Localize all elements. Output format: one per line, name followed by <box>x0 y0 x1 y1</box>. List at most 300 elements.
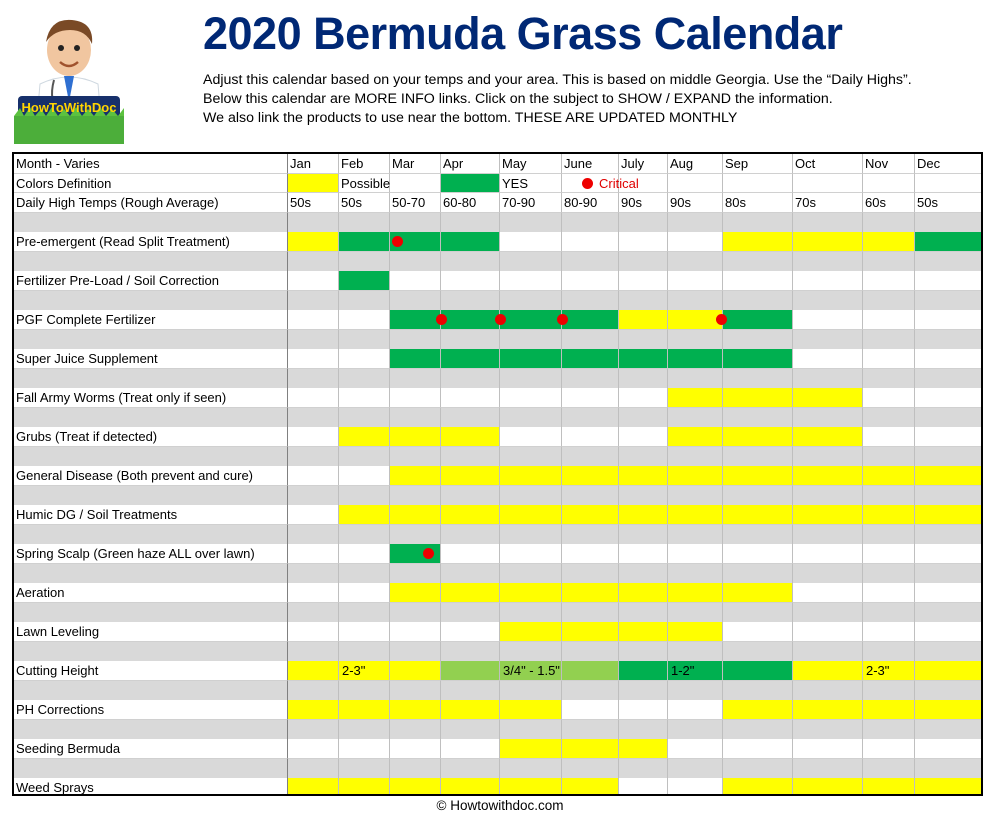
spacer-cell <box>668 603 723 623</box>
task-cell <box>288 427 339 447</box>
task-cell <box>915 310 983 330</box>
intro-line: Adjust this calendar based on your temps and your area. This is based on middle Georgia. Use the “Daily Highs”. <box>203 72 912 88</box>
spacer-cell <box>619 642 668 662</box>
task-cell <box>288 310 339 330</box>
task-cell <box>619 505 668 525</box>
task-label: Fertilizer Pre-Load / Soil Correction <box>14 271 288 291</box>
spacer-cell <box>619 408 668 428</box>
spacer-cell <box>500 213 562 233</box>
spacer-cell <box>288 291 339 311</box>
task-cell <box>619 310 668 330</box>
task-cell <box>339 427 390 447</box>
spacer-cell <box>915 720 983 740</box>
spacer-cell <box>793 564 863 584</box>
temp-cell: 50s <box>915 193 983 213</box>
task-cell <box>915 427 983 447</box>
task-cell <box>863 583 915 603</box>
task-cell <box>441 388 500 408</box>
spacer-cell <box>793 291 863 311</box>
spacer-cell <box>390 564 441 584</box>
task-cell <box>723 505 793 525</box>
legend-critical-label: Critical <box>599 175 639 191</box>
task-cell <box>441 544 500 564</box>
spacer-cell <box>668 759 723 779</box>
task-cell <box>723 232 793 252</box>
spacer-cell <box>562 681 619 701</box>
spacer-cell <box>863 642 915 662</box>
task-cell <box>339 388 390 408</box>
task-label: Cutting Height <box>14 661 288 681</box>
task-row <box>14 466 981 486</box>
task-cell <box>863 427 915 447</box>
spacer-cell <box>793 330 863 350</box>
spacer-label-cell <box>14 408 288 428</box>
task-cell <box>863 739 915 759</box>
task-cell <box>668 232 723 252</box>
cutting-height-value: 1-2" <box>671 663 695 678</box>
temps-row <box>14 193 981 213</box>
month-header-cell: June <box>562 154 619 174</box>
spacer-cell <box>723 603 793 623</box>
spacer-cell <box>562 564 619 584</box>
spacer-cell <box>288 603 339 623</box>
spacer-row <box>14 525 981 545</box>
task-cell <box>441 349 500 369</box>
task-cell <box>668 505 723 525</box>
spacer-cell <box>500 681 562 701</box>
task-cell <box>339 505 390 525</box>
spacer-cell <box>723 720 793 740</box>
task-cell <box>723 544 793 564</box>
task-cell <box>863 388 915 408</box>
spacer-cell <box>390 603 441 623</box>
spacer-cell <box>668 681 723 701</box>
spacer-cell <box>863 291 915 311</box>
spacer-cell <box>619 564 668 584</box>
task-cell <box>339 778 390 796</box>
spacer-label-cell <box>14 759 288 779</box>
spacer-cell <box>339 681 390 701</box>
task-row <box>14 271 981 291</box>
task-label: Seeding Bermuda <box>14 739 288 759</box>
task-cell <box>915 583 983 603</box>
spacer-cell <box>288 642 339 662</box>
legend-cell <box>915 174 983 194</box>
spacer-cell <box>562 447 619 467</box>
task-cell <box>793 310 863 330</box>
cutting-height-value: 2-3" <box>866 663 890 678</box>
spacer-cell <box>863 447 915 467</box>
spacer-cell <box>915 681 983 701</box>
task-cell <box>500 739 562 759</box>
task-cell <box>863 310 915 330</box>
task-cell <box>500 310 562 330</box>
spacer-cell <box>863 564 915 584</box>
temp-cell: 80s <box>723 193 793 213</box>
legend-cell <box>793 174 863 194</box>
task-cell <box>619 544 668 564</box>
spacer-cell <box>500 564 562 584</box>
task-cell <box>441 583 500 603</box>
footer-copyright: © Howtowithdoc.com <box>436 798 564 813</box>
spacer-cell <box>288 525 339 545</box>
task-label: Grubs (Treat if detected) <box>14 427 288 447</box>
spacer-cell <box>500 486 562 506</box>
spacer-label-cell <box>14 252 288 272</box>
month-header-cell: May <box>500 154 562 174</box>
task-cell <box>723 622 793 642</box>
spacer-cell <box>723 252 793 272</box>
spacer-cell <box>441 486 500 506</box>
svg-text:HowToWithDoc: HowToWithDoc <box>21 100 117 115</box>
task-cell <box>619 271 668 291</box>
legend-critical-dot <box>582 178 593 189</box>
spacer-cell <box>793 720 863 740</box>
spacer-cell <box>668 564 723 584</box>
spacer-cell <box>915 330 983 350</box>
spacer-label-cell <box>14 486 288 506</box>
task-row <box>14 505 981 525</box>
spacer-label-cell <box>14 564 288 584</box>
spacer-cell <box>863 486 915 506</box>
task-cell <box>863 778 915 796</box>
task-cell <box>288 505 339 525</box>
spacer-cell <box>915 486 983 506</box>
task-cell <box>339 544 390 564</box>
spacer-cell <box>441 720 500 740</box>
task-cell <box>339 700 390 720</box>
temp-cell: 50-70 <box>390 193 441 213</box>
task-label: Fall Army Worms (Treat only if seen) <box>14 388 288 408</box>
intro-line: Below this calendar are MORE INFO links. Click on the subject to SHOW / EXPAND the information. <box>203 91 833 108</box>
spacer-cell <box>339 525 390 545</box>
spacer-cell <box>390 369 441 389</box>
task-cell <box>668 427 723 447</box>
legend-row <box>14 174 981 194</box>
task-label: Lawn Leveling <box>14 622 288 642</box>
task-cell <box>915 622 983 642</box>
month-header-cell: Nov <box>863 154 915 174</box>
task-cell <box>339 310 390 330</box>
spacer-cell <box>863 720 915 740</box>
spacer-cell <box>441 642 500 662</box>
spacer-cell <box>390 642 441 662</box>
task-row <box>14 622 981 642</box>
spacer-cell <box>668 252 723 272</box>
spacer-cell <box>668 642 723 662</box>
month-header-cell: Mar <box>390 154 441 174</box>
spacer-cell <box>339 408 390 428</box>
spacer-cell <box>339 330 390 350</box>
task-cell <box>390 466 441 486</box>
spacer-cell <box>668 213 723 233</box>
task-cell <box>668 466 723 486</box>
spacer-cell <box>619 447 668 467</box>
legend-yes-label: YES <box>500 174 562 194</box>
spacer-cell <box>863 252 915 272</box>
row-label: Colors Definition <box>14 174 288 194</box>
calendar-grid <box>12 152 983 796</box>
task-cell <box>668 622 723 642</box>
task-cell <box>500 388 562 408</box>
spacer-cell <box>339 486 390 506</box>
spacer-cell <box>668 330 723 350</box>
legend-cell <box>441 174 500 194</box>
spacer-cell <box>390 486 441 506</box>
task-cell <box>562 700 619 720</box>
spacer-cell <box>723 525 793 545</box>
task-cell <box>915 232 983 252</box>
task-cell <box>288 583 339 603</box>
task-cell <box>619 349 668 369</box>
spacer-cell <box>668 525 723 545</box>
task-cell <box>500 505 562 525</box>
spacer-row <box>14 720 981 740</box>
spacer-cell <box>500 759 562 779</box>
task-cell <box>390 427 441 447</box>
task-cell <box>441 271 500 291</box>
spacer-cell <box>619 720 668 740</box>
spacer-cell <box>339 369 390 389</box>
row-label: Daily High Temps (Rough Average) <box>14 193 288 213</box>
task-cell <box>668 739 723 759</box>
task-cell <box>723 778 793 796</box>
spacer-cell <box>619 213 668 233</box>
task-cell <box>390 388 441 408</box>
spacer-cell <box>390 447 441 467</box>
spacer-cell <box>441 564 500 584</box>
spacer-cell <box>915 291 983 311</box>
temp-cell: 50s <box>288 193 339 213</box>
task-cell <box>339 349 390 369</box>
spacer-cell <box>562 291 619 311</box>
task-cell <box>863 544 915 564</box>
spacer-cell <box>339 759 390 779</box>
spacer-cell <box>390 213 441 233</box>
task-cell <box>288 388 339 408</box>
task-cell <box>562 466 619 486</box>
task-label: Weed Sprays <box>14 778 288 796</box>
task-cell <box>863 466 915 486</box>
task-cell <box>863 271 915 291</box>
spacer-cell <box>390 525 441 545</box>
spacer-cell <box>441 603 500 623</box>
month-header-cell: Dec <box>915 154 983 174</box>
critical-dot <box>423 548 434 559</box>
task-cell <box>863 622 915 642</box>
task-cell <box>915 388 983 408</box>
task-cell <box>500 232 562 252</box>
task-cell <box>500 583 562 603</box>
spacer-cell <box>390 720 441 740</box>
task-cell <box>390 349 441 369</box>
task-label: PH Corrections <box>14 700 288 720</box>
task-cell <box>668 700 723 720</box>
temp-cell: 70s <box>793 193 863 213</box>
spacer-cell <box>668 408 723 428</box>
spacer-cell <box>339 213 390 233</box>
spacer-cell <box>619 330 668 350</box>
spacer-cell <box>863 369 915 389</box>
spacer-cell <box>793 525 863 545</box>
task-cell <box>562 388 619 408</box>
spacer-cell <box>288 720 339 740</box>
spacer-cell <box>441 759 500 779</box>
spacer-cell <box>915 603 983 623</box>
spacer-cell <box>619 681 668 701</box>
task-cell <box>500 622 562 642</box>
spacer-cell <box>723 369 793 389</box>
spacer-cell <box>863 681 915 701</box>
spacer-cell <box>562 642 619 662</box>
month-header-cell: Oct <box>793 154 863 174</box>
task-cell <box>793 271 863 291</box>
task-cell <box>441 778 500 796</box>
task-cell <box>619 388 668 408</box>
spacer-cell <box>619 525 668 545</box>
spacer-cell <box>562 213 619 233</box>
task-cell <box>562 310 619 330</box>
task-cell <box>390 622 441 642</box>
task-cell <box>723 739 793 759</box>
spacer-cell <box>723 486 793 506</box>
spacer-cell <box>915 408 983 428</box>
spacer-cell <box>619 603 668 623</box>
spacer-cell <box>793 252 863 272</box>
task-cell <box>441 700 500 720</box>
task-cell <box>562 622 619 642</box>
spacer-row <box>14 759 981 779</box>
spacer-cell <box>619 369 668 389</box>
task-cell <box>915 778 983 796</box>
spacer-row <box>14 291 981 311</box>
spacer-cell <box>793 642 863 662</box>
spacer-cell <box>793 408 863 428</box>
task-cell <box>915 349 983 369</box>
spacer-cell <box>288 564 339 584</box>
spacer-cell <box>441 252 500 272</box>
intro-line: We also link the products to use near the bottom. THESE ARE UPDATED MONTHLY <box>203 110 738 127</box>
spacer-cell <box>668 369 723 389</box>
spacer-cell <box>390 759 441 779</box>
spacer-cell <box>915 564 983 584</box>
temp-cell: 70-90 <box>500 193 562 213</box>
spacer-cell <box>863 603 915 623</box>
spacer-cell <box>390 291 441 311</box>
task-cell <box>915 739 983 759</box>
spacer-cell <box>562 330 619 350</box>
spacer-cell <box>619 759 668 779</box>
task-cell <box>793 583 863 603</box>
task-cell <box>562 739 619 759</box>
spacer-cell <box>500 252 562 272</box>
spacer-cell <box>500 369 562 389</box>
task-cell <box>562 232 619 252</box>
spacer-cell <box>288 486 339 506</box>
task-cell <box>668 583 723 603</box>
spacer-cell <box>441 408 500 428</box>
spacer-cell <box>339 291 390 311</box>
task-label: Spring Scalp (Green haze ALL over lawn) <box>14 544 288 564</box>
month-header-cell: Feb <box>339 154 390 174</box>
critical-dot <box>495 314 506 325</box>
spacer-cell <box>288 447 339 467</box>
spacer-cell <box>441 525 500 545</box>
task-cell <box>500 544 562 564</box>
month-header-row <box>14 154 981 174</box>
task-cell <box>793 700 863 720</box>
task-row <box>14 661 981 681</box>
spacer-cell <box>668 447 723 467</box>
spacer-cell <box>723 564 793 584</box>
critical-dot <box>436 314 447 325</box>
spacer-cell <box>619 486 668 506</box>
cutting-height-value: 2-3" <box>342 663 366 678</box>
spacer-cell <box>915 213 983 233</box>
spacer-row <box>14 213 981 233</box>
spacer-cell <box>288 369 339 389</box>
task-cell <box>723 661 793 681</box>
task-cell <box>562 544 619 564</box>
task-cell <box>723 583 793 603</box>
task-cell <box>793 427 863 447</box>
task-cell <box>723 466 793 486</box>
spacer-cell <box>339 564 390 584</box>
legend-cell <box>390 174 441 194</box>
spacer-row <box>14 252 981 272</box>
spacer-cell <box>562 720 619 740</box>
task-cell <box>619 661 668 681</box>
spacer-row <box>14 330 981 350</box>
spacer-cell <box>863 759 915 779</box>
spacer-cell <box>339 642 390 662</box>
spacer-cell <box>793 603 863 623</box>
spacer-cell <box>562 369 619 389</box>
task-row <box>14 310 981 330</box>
spacer-cell <box>915 447 983 467</box>
spacer-row <box>14 369 981 389</box>
month-header-cell: Aug <box>668 154 723 174</box>
task-cell <box>668 310 723 330</box>
task-cell <box>339 271 390 291</box>
task-cell <box>441 427 500 447</box>
task-cell <box>562 661 619 681</box>
task-cell <box>793 388 863 408</box>
task-cell <box>668 778 723 796</box>
spacer-cell <box>668 486 723 506</box>
spacer-cell <box>915 525 983 545</box>
task-cell <box>288 232 339 252</box>
spacer-cell <box>288 330 339 350</box>
task-row <box>14 232 981 252</box>
doc-mascot-logo <box>14 12 124 144</box>
task-cell <box>723 388 793 408</box>
task-cell <box>915 544 983 564</box>
spacer-label-cell <box>14 603 288 623</box>
spacer-cell <box>863 408 915 428</box>
spacer-cell <box>500 642 562 662</box>
task-cell <box>863 349 915 369</box>
task-cell <box>668 388 723 408</box>
task-cell <box>441 466 500 486</box>
task-cell <box>500 778 562 796</box>
temp-cell: 60-80 <box>441 193 500 213</box>
task-cell <box>562 271 619 291</box>
task-cell <box>390 778 441 796</box>
spacer-cell <box>562 408 619 428</box>
task-cell <box>339 466 390 486</box>
task-cell <box>793 661 863 681</box>
